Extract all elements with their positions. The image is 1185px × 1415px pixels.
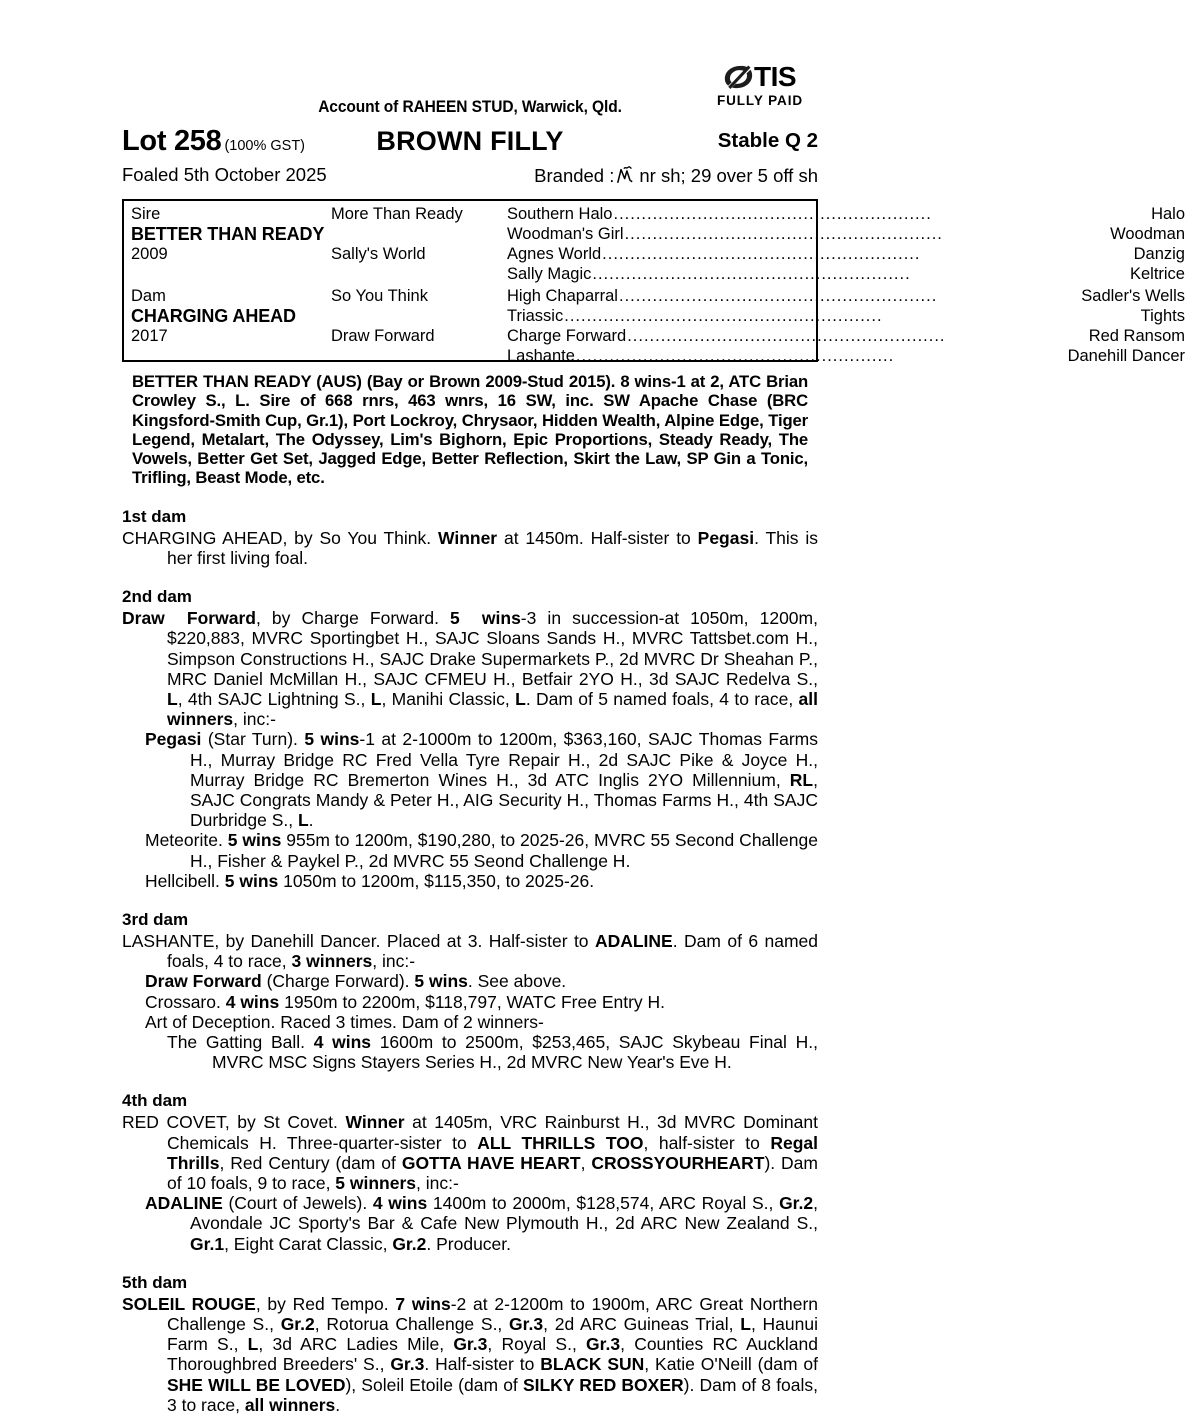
otis-logo-wordmark: TIS xyxy=(753,61,797,92)
page-content xyxy=(122,0,1185,1415)
foaled-branded-row xyxy=(122,164,818,190)
page-title: BROWN FILLY xyxy=(376,126,564,156)
gst-note: (100% GST) xyxy=(224,138,306,154)
foaled-date: Foaled 5th October 2025 xyxy=(122,164,327,185)
horse-brand-symbol-icon xyxy=(616,166,636,184)
branded-info xyxy=(534,164,818,187)
leader-dots: ......................................................... xyxy=(627,327,946,345)
pedigree-entry: Art of Deception. Raced 3 times. Dam of 2 winners- xyxy=(145,1011,544,1032)
pedigree-dot-row xyxy=(507,265,1185,285)
stable-label: Stable Q 2 xyxy=(717,129,818,152)
ancestor-right: Halo xyxy=(1151,205,1185,223)
pedigree-entry: LASHANTE, by Danehill Dancer. Placed at 3. Half-sister to ADALINE. Dam of 6 named foals, 4 to race, 3 winners, inc:- xyxy=(122,931,818,972)
pedigree-dot-row xyxy=(507,347,1185,367)
leader-dots: ......................................................... xyxy=(564,307,883,325)
dam-section xyxy=(122,507,818,568)
ancestor-right: Sadler's Wells xyxy=(1081,287,1185,305)
sire-dam: Sally's World xyxy=(331,245,426,263)
ancestor-left: Triassic xyxy=(507,307,564,325)
dam-sire: So You Think xyxy=(331,287,428,305)
pedigree-row xyxy=(131,245,1185,265)
ancestor-right: Woodman xyxy=(1110,225,1185,243)
pedigree-entry: Pegasi (Star Turn). 5 wins-1 at 2-1000m to 1200m, $363,160, SAJC Thomas Farms H., Murray Bridge RC Fred Vella Tyre Repair H., 2d SAJC Pike & Joyce H., Murray Bridge RC Bremerton Wines H., 3d ATC Inglis 2YO Millennium, RL, SAJC Congrats Mandy & Peter H., AIG Security H., Thomas Farms H., 4th SAJC Durbridge S., L. xyxy=(145,729,818,831)
pedigree-row xyxy=(131,205,1185,225)
ancestor-left: High Chaparral xyxy=(507,287,618,305)
sire-name: BETTER THAN READY xyxy=(131,224,325,244)
pedigree-entry: SOLEIL ROUGE, by Red Tempo. 7 wins-2 at 2-1200m to 1900m, ARC Great Northern Challenge S., Gr.2, Rotorua Challenge S., Gr.3, 2d ARC Guineas Trial, L, Haunui Farm S., L, 3d ARC Ladies Mile, Gr.3, Royal S., Gr.3, Counties RC Auckland Thoroughbred Breeders' S., Gr.3. Half-sister to BLACK SUN, Katie O'Neill (dam of SHE WILL BE LOVED), Soleil Etoile (dam of SILKY RED BOXER). Dam of 8 foals, 3 to race, all winners. xyxy=(122,1293,819,1415)
leader-dots: ......................................................... xyxy=(613,205,932,223)
dam-section xyxy=(122,1273,818,1415)
dam-heading: 2nd dam xyxy=(122,587,192,607)
dam-dam: Draw Forward xyxy=(331,327,435,345)
ancestor-right: Keltrice xyxy=(1129,265,1185,283)
dam-section xyxy=(122,910,818,1072)
branded-label: Branded : xyxy=(534,165,615,186)
pedigree-entry: Crossaro. 4 wins 1950m to 2200m, $118,797, WATC Free Entry H. xyxy=(145,991,666,1012)
dam-name: CHARGING AHEAD xyxy=(131,306,296,326)
pedigree-entry: Hellcibell. 5 wins 1050m to 1200m, $115,350, to 2025-26. xyxy=(145,870,595,891)
pedigree-dot-row xyxy=(507,205,1185,225)
pedigree-dot-row xyxy=(507,327,1185,347)
pedigree-row xyxy=(131,347,1185,367)
pedigree-row xyxy=(131,265,1185,285)
dam-year: 2017 xyxy=(131,327,168,345)
sire-label: Sire xyxy=(131,205,161,223)
ancestor-right: Danehill Dancer xyxy=(1067,347,1185,365)
ancestor-left: Agnes World xyxy=(507,245,602,263)
leader-dots: ......................................................... xyxy=(624,225,943,243)
dam-heading: 4th dam xyxy=(122,1091,188,1111)
ancestor-left: Charge Forward xyxy=(507,327,627,345)
sire-summary: BETTER THAN READY (AUS) (Bay or Brown 2009-Stud 2015). 8 wins-1 at 2, ATC Brian Crowley S., L. Sire of 668 rnrs, 463 wnrs, 16 SW, inc. SW Apache Chase (BRC Kingsford-Smith Cup, Gr.1), Port Lockroy, Chrysaor, Hidden Wealth, Alpine Edge, Tiger Legend, Metalart, The Odyssey, Lim's Bighorn, Epic Proportions, Steady Ready, The Vowels, Better Get Set, Jagged Edge, Better Reflection, Skirt the Law, SP Gin a Tonic, Trifling, Beast Mode, etc. xyxy=(132,372,808,488)
leader-dots: ......................................................... xyxy=(602,245,921,263)
pedigree-row xyxy=(131,306,1185,327)
ancestor-left: Lashante xyxy=(507,347,575,365)
leader-dots: ......................................................... xyxy=(618,287,938,305)
leader-dots: ......................................................... xyxy=(575,347,895,365)
pedigree-entry: CHARGING AHEAD, by So You Think. Winner at 1450m. Half-sister to Pegasi. This is her first living foal. xyxy=(122,527,818,568)
pedigree-row xyxy=(131,327,1185,347)
otis-logo-subtitle: FULLY PAID xyxy=(716,93,803,108)
dam-section xyxy=(122,1091,818,1253)
pedigree-entry: The Gatting Ball. 4 wins 1600m to 2500m, $253,465, SAJC Skybeau Final H., MVRC MSC Signs Stayers Series H., 2d MVRC New Year's Eve H. xyxy=(167,1032,818,1073)
ancestor-right: Danzig xyxy=(1133,245,1185,263)
pedigree-row xyxy=(131,224,1185,245)
pedigree-dot-row xyxy=(507,245,1185,265)
dam-sections xyxy=(122,507,818,1415)
pedigree-entry: RED COVET, by St Covet. Winner at 1405m, VRC Rainburst H., 3d MVRC Dominant Chemicals H. Three-quarter-sister to ALL THRILLS TOO, half-sister to Regal Thrills, Red Century (dam of GOTTA HAVE HEART, CROSSYOURHEART). Dam of 10 foals, 9 to race, 5 winners, inc:- xyxy=(122,1112,819,1194)
leader-dots: ......................................................... xyxy=(592,265,911,283)
account-line: Account of RAHEEN STUD, Warwick, Qld. xyxy=(318,98,622,116)
pedigree-grid xyxy=(131,205,1185,365)
lot-number: Lot 258 xyxy=(122,125,222,157)
ancestor-right: Red Ransom xyxy=(1088,327,1185,345)
dam-heading: 3rd dam xyxy=(122,910,189,930)
dam-heading: 1st dam xyxy=(122,506,187,526)
pedigree-dot-row xyxy=(507,287,1185,307)
pedigree-entry: Draw Forward, by Charge Forward. 5 wins-3 in succession-at 1050m, 1200m, $220,883, MVRC Sportingbet H., SAJC Sloans Sands H., MVRC Tattsbet.com H., Simpson Constructions H., SAJC Drake Supermarkets P., 2d MVRC Dr Sheahan P., MRC Daniel McMillan H., SAJC CFMEU H., Betfair 2YO H., 3d SAJC Redelva S., L, 4th SAJC Lightning S., L, Manihi Classic, L. Dam of 5 named foals, 4 to race, all winners, inc:- xyxy=(122,608,819,730)
pedigree-entry: Draw Forward (Charge Forward). 5 wins. See above. xyxy=(145,971,567,992)
ancestor-left: Southern Halo xyxy=(507,205,613,223)
branded-value: nr sh; 29 over 5 off sh xyxy=(639,165,818,186)
dam-heading: 5th dam xyxy=(122,1272,188,1292)
pedigree-dot-row xyxy=(507,225,1185,245)
pedigree-row xyxy=(131,287,1185,307)
lot-row xyxy=(122,125,818,163)
pedigree-entry: Meteorite. 5 wins 955m to 1200m, $190,280, to 2025-26, MVRC 55 Second Challenge H., Fisher & Paykel P., 2d MVRC 55 Seond Challenge H. xyxy=(145,830,818,871)
pedigree-entry: ADALINE (Court of Jewels). 4 wins 1400m to 2000m, $128,574, ARC Royal S., Gr.2, Avondale JC Sporty's Bar & Cafe New Plymouth H., 2d ARC New Zealand S., Gr.1, Eight Carat Classic, Gr.2. Producer. xyxy=(145,1193,818,1254)
dam-section xyxy=(122,587,818,891)
ancestor-right: Tights xyxy=(1140,307,1185,325)
ancestor-left: Sally Magic xyxy=(507,265,592,283)
pedigree-table xyxy=(122,199,1185,365)
pedigree-dot-row xyxy=(507,307,1185,327)
dam-label: Dam xyxy=(131,287,166,305)
ancestor-left: Woodman's Girl xyxy=(507,225,624,243)
sire-sire: More Than Ready xyxy=(331,205,463,223)
sire-year: 2009 xyxy=(131,245,168,263)
